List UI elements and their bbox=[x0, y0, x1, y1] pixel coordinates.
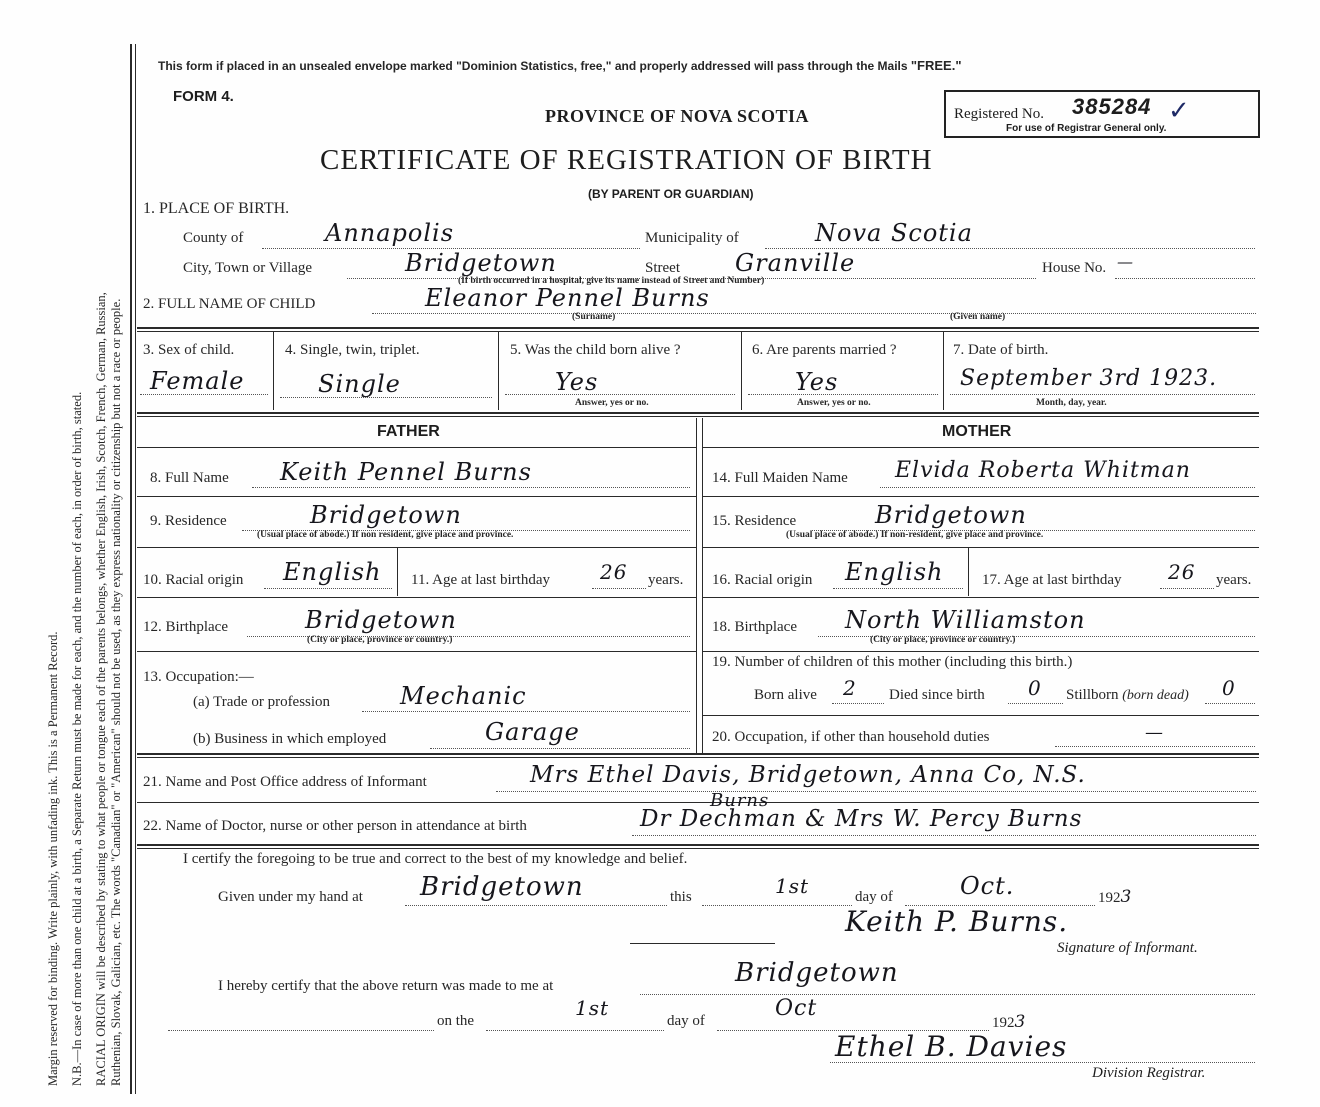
margin-note-multiple-births: N.B.—In case of more than one child at a birth, a Separate Return must be made for each, and the number of each, in order of birth, stated. bbox=[70, 391, 84, 1086]
born-alive-line bbox=[832, 703, 884, 704]
plurality-value[interactable]: Single bbox=[318, 370, 401, 398]
father-trade-line bbox=[362, 711, 690, 712]
dob-value[interactable]: September 3rd 1923. bbox=[960, 366, 1218, 391]
registrar-place-value[interactable]: Bridgetown bbox=[735, 958, 899, 988]
father-age-divider bbox=[397, 548, 398, 596]
row3-bottom-rule-inner bbox=[137, 416, 1259, 417]
father-business-line bbox=[430, 748, 690, 749]
attendant-insert[interactable]: Burns bbox=[710, 790, 770, 811]
sex-label: 3. Sex of child. bbox=[143, 342, 235, 358]
registrar-day-line bbox=[486, 1030, 664, 1031]
father-trade-value[interactable]: Mechanic bbox=[400, 682, 527, 710]
mother-racial-value[interactable]: English bbox=[845, 558, 944, 586]
registrar-year-prefix: 192 bbox=[992, 1015, 1015, 1031]
mail-notice bbox=[158, 58, 962, 73]
mother-heading: MOTHER bbox=[942, 423, 1012, 440]
attendant-line bbox=[632, 835, 1256, 836]
mother-residence-value[interactable]: Bridgetown bbox=[875, 501, 1027, 529]
row3-divider-3 bbox=[741, 332, 742, 410]
binding-border bbox=[130, 44, 132, 1094]
mother-row14-rule bbox=[703, 496, 1259, 497]
mother-residence-note: (Usual place of abode.) If non-resident, give place and province. bbox=[786, 530, 1044, 540]
registered-box bbox=[944, 90, 1260, 138]
given-this-label: this bbox=[670, 889, 692, 905]
mother-age-label: 17. Age at last birthday bbox=[982, 572, 1122, 588]
stillborn-line bbox=[1205, 703, 1255, 704]
mother-occupation-value[interactable]: — bbox=[1145, 722, 1164, 743]
died-value[interactable]: 0 bbox=[1028, 676, 1042, 700]
parents-header-rule-left bbox=[137, 447, 696, 448]
attendant-bottom-rule bbox=[137, 844, 1259, 846]
father-residence-label: 9. Residence bbox=[150, 513, 227, 529]
house-value[interactable]: — bbox=[1117, 252, 1134, 271]
registrar-signature[interactable]: Ethel B. Davies bbox=[835, 1030, 1068, 1063]
child-name-line bbox=[372, 313, 1256, 314]
registrar-day-label: day of bbox=[667, 1013, 705, 1029]
dob-label: 7. Date of birth. bbox=[953, 342, 1049, 358]
father-row8-rule bbox=[137, 496, 696, 497]
father-age-value[interactable]: 26 bbox=[600, 560, 628, 584]
binding-border-inner bbox=[135, 44, 136, 1094]
row3-top-rule bbox=[137, 327, 1259, 329]
died-label: Died since birth bbox=[889, 687, 985, 703]
married-value[interactable]: Yes bbox=[795, 368, 839, 396]
informant-line bbox=[496, 791, 1256, 792]
dob-note: Month, day, year. bbox=[1036, 398, 1107, 408]
given-month-value[interactable]: Oct. bbox=[960, 872, 1015, 900]
street-value[interactable]: Granville bbox=[735, 249, 856, 277]
mother-row19-rule bbox=[703, 715, 1259, 716]
mother-name-line bbox=[880, 487, 1255, 488]
given-under-label: Given under my hand at bbox=[218, 889, 363, 905]
registrar-year-value[interactable]: 3 bbox=[1014, 1012, 1026, 1032]
mother-birthplace-value[interactable]: North Williamston bbox=[845, 606, 1086, 634]
attendant-value[interactable]: Dr Dechman & Mrs W. Percy Burns bbox=[640, 806, 1083, 832]
margin-note-racial-origin: RACIAL ORIGIN will be described by stating to what people or tongue each of the parents belongs, whether English, Irish, Scotch, French, German, Russian, bbox=[94, 292, 108, 1086]
registrar-date-lead-line bbox=[168, 1030, 434, 1031]
married-label: 6. Are parents married ? bbox=[752, 342, 897, 358]
father-heading: FATHER bbox=[377, 423, 440, 440]
mail-notice-text: This form if placed in an unsealed envelope marked "Dominion Statistics, free," and properly addressed will pass through the Mails bbox=[158, 59, 911, 73]
born-alive-label: Born alive bbox=[754, 687, 817, 703]
certificate-title: CERTIFICATE OF REGISTRATION OF BIRTH bbox=[320, 144, 933, 176]
mother-age-divider bbox=[968, 548, 969, 596]
mother-residence-label: 15. Residence bbox=[712, 513, 797, 529]
county-label: County of bbox=[183, 230, 244, 246]
informant-signature-line bbox=[630, 943, 775, 944]
attendant-bottom-rule-inner bbox=[137, 848, 1259, 849]
father-age-unit: years. bbox=[648, 572, 684, 588]
registrar-month-value[interactable]: Oct bbox=[775, 996, 818, 1021]
alive-line bbox=[505, 394, 735, 395]
mother-row18-rule bbox=[703, 651, 1259, 652]
mother-age-line bbox=[1160, 588, 1214, 589]
father-racial-value[interactable]: English bbox=[283, 558, 382, 586]
certification-statement: I certify the foregoing to be true and correct to the best of my knowledge and belief. bbox=[183, 851, 688, 867]
father-row12-rule bbox=[137, 651, 696, 652]
row3-divider-2 bbox=[498, 332, 499, 410]
stillborn-label-text: Stillborn bbox=[1066, 687, 1119, 703]
father-residence-value[interactable]: Bridgetown bbox=[310, 501, 462, 529]
certificate-subtitle: (BY PARENT OR GUARDIAN) bbox=[588, 187, 754, 201]
parents-divider-left bbox=[696, 418, 697, 753]
registered-label: Registered No. bbox=[954, 106, 1044, 122]
row3-bottom-rule bbox=[137, 412, 1259, 414]
county-value[interactable]: Annapolis bbox=[325, 219, 455, 247]
parents-bottom-rule-inner bbox=[137, 757, 1259, 758]
mother-row15-rule bbox=[703, 547, 1259, 548]
margin-note-nationality: Ruthenian, Slovak, Galician, etc. The words "Canadian" or "American" should not be used, as they express nationality or citizenship but not a race or people. bbox=[109, 298, 123, 1086]
informant-value[interactable]: Mrs Ethel Davis, Bridgetown, Anna Co, N.S. bbox=[530, 762, 1086, 788]
father-racial-line bbox=[264, 588, 392, 589]
given-place-line bbox=[405, 905, 667, 906]
registrar-signature-line bbox=[830, 1062, 1255, 1063]
mother-age-value[interactable]: 26 bbox=[1168, 560, 1196, 584]
margin-note-binding: Margin reserved for binding. Write plainly, with unfading ink. This is a Permanent Record. bbox=[46, 631, 60, 1086]
father-name-line bbox=[252, 487, 690, 488]
mother-racial-label: 16. Racial origin bbox=[712, 572, 813, 588]
given-day-line bbox=[702, 905, 852, 906]
father-age-line bbox=[592, 588, 646, 589]
house-label: House No. bbox=[1042, 260, 1107, 276]
given-place-value[interactable]: Bridgetown bbox=[420, 872, 584, 902]
father-trade-label: (a) Trade or profession bbox=[193, 694, 331, 710]
row3-divider-4 bbox=[943, 332, 944, 410]
born-alive-value[interactable]: 2 bbox=[843, 676, 857, 700]
municipality-label: Municipality of bbox=[645, 230, 739, 246]
stillborn-label bbox=[1066, 687, 1189, 704]
city-label: City, Town or Village bbox=[183, 260, 313, 276]
father-row10-rule bbox=[137, 597, 696, 598]
father-business-label: (b) Business in which employed bbox=[193, 731, 387, 747]
registered-number: 385284 bbox=[1072, 94, 1152, 119]
given-day-value[interactable]: 1st bbox=[775, 874, 810, 898]
registrar-place-line bbox=[640, 994, 1255, 995]
row3-top-rule-inner bbox=[137, 331, 1259, 332]
father-age-label: 11. Age at last birthday bbox=[411, 572, 550, 588]
died-line bbox=[1008, 703, 1063, 704]
municipality-value[interactable]: Nova Scotia bbox=[815, 219, 973, 247]
parents-bottom-rule bbox=[137, 753, 1259, 755]
father-racial-label: 10. Racial origin bbox=[143, 572, 244, 588]
mother-name-value[interactable]: Elvida Roberta Whitman bbox=[895, 458, 1191, 483]
mother-occupation-label: 20. Occupation, if other than household duties bbox=[712, 729, 990, 745]
registrar-day-value[interactable]: 1st bbox=[575, 996, 610, 1020]
street-label: Street bbox=[645, 260, 680, 276]
sex-value[interactable]: Female bbox=[150, 367, 245, 395]
informant-signature-label: Signature of Informant. bbox=[1057, 940, 1198, 956]
province-heading: PROVINCE OF NOVA SCOTIA bbox=[545, 106, 810, 126]
registrar-statement: I hereby certify that the above return was made to me at bbox=[218, 978, 554, 994]
child-name-value[interactable]: Eleanor Pennel Burns bbox=[425, 284, 710, 312]
informant-rule bbox=[137, 802, 1259, 803]
sex-line bbox=[140, 394, 268, 395]
row3-divider-1 bbox=[273, 332, 274, 410]
parents-divider-right bbox=[702, 418, 703, 753]
father-name-value[interactable]: Keith Pennel Burns bbox=[280, 458, 532, 486]
form-number: FORM 4. bbox=[173, 88, 234, 105]
registered-checkmark: ✓ bbox=[1168, 96, 1190, 126]
registrar-year bbox=[992, 1012, 1025, 1032]
informant-label: 21. Name and Post Office address of Informant bbox=[143, 774, 427, 790]
dob-line bbox=[950, 394, 1255, 395]
mother-birthplace-note: (City or place, province or country.) bbox=[870, 635, 1016, 645]
city-value[interactable]: Bridgetown bbox=[405, 249, 557, 277]
surname-note: (Surname) bbox=[572, 312, 616, 322]
father-birthplace-value[interactable]: Bridgetown bbox=[305, 606, 457, 634]
given-name-note: (Given name) bbox=[950, 312, 1006, 322]
registrar-general-note: For use of Registrar General only. bbox=[1006, 123, 1167, 134]
given-year bbox=[1098, 887, 1131, 907]
plurality-line bbox=[280, 397, 492, 398]
mother-row16-rule bbox=[703, 597, 1259, 598]
registrar-signature-label: Division Registrar. bbox=[1092, 1065, 1206, 1081]
married-line bbox=[748, 394, 938, 395]
alive-note: Answer, yes or no. bbox=[575, 398, 649, 408]
mail-notice-free: "FREE." bbox=[910, 58, 962, 73]
father-row9-rule bbox=[137, 547, 696, 548]
given-day-label: day of bbox=[855, 889, 893, 905]
father-birthplace-label: 12. Birthplace bbox=[143, 619, 228, 635]
alive-label: 5. Was the child born alive ? bbox=[510, 342, 681, 358]
registrar-on-the-label: on the bbox=[437, 1013, 475, 1029]
mother-age-unit: years. bbox=[1216, 572, 1252, 588]
father-birthplace-note: (City or place, province or country.) bbox=[307, 635, 453, 645]
child-name-label: 2. FULL NAME OF CHILD bbox=[143, 296, 316, 312]
parents-header-rule-right bbox=[703, 447, 1259, 448]
married-note: Answer, yes or no. bbox=[797, 398, 871, 408]
mother-children-label: 19. Number of children of this mother (including this birth.) bbox=[712, 654, 1073, 670]
house-line bbox=[1115, 278, 1255, 279]
alive-value[interactable]: Yes bbox=[555, 368, 599, 396]
plurality-label: 4. Single, twin, triplet. bbox=[285, 342, 420, 358]
father-residence-note: (Usual place of abode.) If non resident, give place and province. bbox=[257, 530, 514, 540]
father-business-value[interactable]: Garage bbox=[485, 718, 580, 746]
street-note: (If birth occurred in a hospital, give its name instead of Street and Number) bbox=[458, 276, 765, 286]
mother-birthplace-label: 18. Birthplace bbox=[712, 619, 797, 635]
mother-name-label: 14. Full Maiden Name bbox=[712, 470, 848, 486]
stillborn-note: (born dead) bbox=[1122, 688, 1189, 703]
father-name-label: 8. Full Name bbox=[150, 470, 229, 486]
mother-racial-line bbox=[833, 588, 963, 589]
mother-occupation-line bbox=[1055, 746, 1255, 747]
father-occupation-label: 13. Occupation:— bbox=[143, 669, 254, 685]
stillborn-value[interactable]: 0 bbox=[1222, 676, 1236, 700]
given-year-value[interactable]: 3 bbox=[1120, 887, 1132, 907]
place-of-birth-heading: 1. PLACE OF BIRTH. bbox=[143, 200, 290, 217]
given-year-prefix: 192 bbox=[1098, 890, 1121, 906]
informant-signature[interactable]: Keith P. Burns. bbox=[845, 905, 1069, 938]
attendant-label: 22. Name of Doctor, nurse or other person in attendance at birth bbox=[143, 818, 527, 834]
